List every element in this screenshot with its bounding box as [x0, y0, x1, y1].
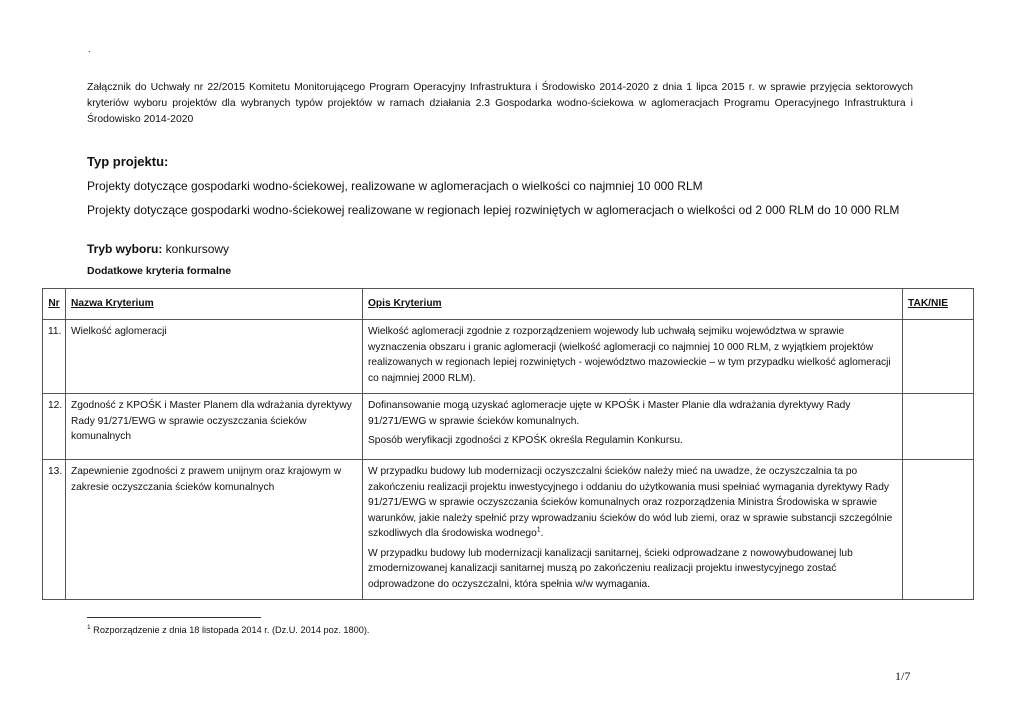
column-header-opis: Opis Kryterium: [363, 289, 903, 320]
table-row: [43, 320, 974, 394]
criterion-name: Zapewnienie zgodności z prawem unijnym oraz krajowym w zakresie oczyszczania ścieków komunalnych: [66, 460, 363, 600]
description-text: W przypadku budowy lub modernizacji oczyszczalni ścieków należy mieć na uwadze, że oczyszczalnia ta po zakończeniu realizacji projektu inwestycyjnego i oddaniu do użytkowania musi spełniać wymagania dyrektywy Rady 91/271/EWG w sprawie oczyszczania ścieków komunalnych oraz rozporządzenia Ministra Środowiska w sprawie warunków, jakie należy spełnić przy wprowadzaniu ścieków do wód lub ziemi, oraz w sprawie substancji szczególnie szkodliwych dla środowiska wodnego: [368, 466, 893, 539]
project-type-label: Typ projektu:: [87, 154, 169, 169]
section-title: Dodatkowe kryteria formalne: [87, 265, 232, 277]
criteria-table: [42, 288, 974, 600]
column-header-tak-nie: TAK/NIE: [903, 289, 974, 320]
description-paragraph: Dofinansowanie mogą uzyskać aglomeracje ujęte w KPOŚK i Master Planie dla wdrażania dyrektywy Rady 91/271/EWG w sprawie ścieków komunalnych.: [368, 400, 851, 427]
project-type-item-1: Projekty dotyczące gospodarki wodno-ściekowej, realizowane w aglomeracjach o wielkości co najmniej 10 000 RLM: [87, 179, 703, 193]
tak-nie-cell: [903, 394, 974, 460]
project-type-item-2: Projekty dotyczące gospodarki wodno-ściekowej realizowane w regionach lepiej rozwiniętych w aglomeracjach o wielkości od 2 000 RLM do 10 000 RLM: [87, 203, 900, 217]
criterion-name: Wielkość aglomeracji: [66, 320, 363, 394]
tak-nie-cell: [903, 320, 974, 394]
column-header-nazwa: Nazwa Kryterium: [66, 289, 363, 320]
tak-nie-cell: [903, 460, 974, 600]
table-row: [43, 394, 974, 460]
criterion-description: [363, 320, 903, 394]
selection-mode-label: Tryb wyboru:: [87, 242, 163, 256]
footnote-text: Rozporządzenie z dnia 18 listopada 2014 r. (Dz.U. 2014 poz. 1800).: [90, 625, 370, 635]
description-paragraph: Sposób weryfikacji zgodności z KPOŚK określa Regulamin Konkursu.: [368, 435, 683, 446]
row-number: 12.: [43, 394, 66, 460]
selection-mode: [87, 241, 229, 258]
footnote-number: 1: [87, 623, 91, 631]
footnote: [87, 623, 369, 637]
table-header-row: [43, 289, 974, 320]
table-row: [43, 460, 974, 600]
description-paragraph: Wielkość aglomeracji zgodnie z rozporządzeniem wojewody lub uchwałą sejmiku województwa w sprawie wyznaczenia obszaru i granic aglomeracji (wielkość aglomeracji co najmniej 10 000 RLM, z wyjątkiem projektów realizowanych w regionach lepiej rozwiniętych - województwo mazowieckie – w tym przypadku wielkość aglomeracji co najmniej 2000 RLM).: [368, 326, 891, 384]
description-paragraph: [368, 464, 897, 542]
selection-mode-value: konkursowy: [162, 242, 230, 256]
page-number: 1/7: [895, 669, 911, 683]
criterion-description: [363, 460, 903, 600]
footnote-ref-suffix: .: [540, 528, 544, 539]
criterion-name: Zgodność z KPOŚK i Master Planem dla wdrażania dyrektywy Rady 91/271/EWG w sprawie oczyszczania ścieków komunalnych: [66, 394, 363, 460]
footnote-reference: 1: [536, 526, 541, 534]
row-number: 13.: [43, 460, 66, 600]
criterion-description: [363, 394, 903, 460]
row-number: 11.: [43, 320, 66, 394]
column-header-nr: Nr: [43, 289, 66, 320]
header-dot: .: [88, 44, 91, 54]
description-paragraph: W przypadku budowy lub modernizacji kanalizacji sanitarnej, ścieki odprowadzane z nowowybudowanej lub zmodernizowanej kanalizacji sanitarnej muszą po zakończeniu realizacji projektu inwestycyjnego zostać odprowadzone do oczyszczalni, która spełnia w/w wymagania.: [368, 547, 853, 590]
footnote-separator: [87, 617, 261, 618]
document-header: Załącznik do Uchwały nr 22/2015 Komitetu Monitorującego Program Operacyjny Infrastruktura i Środowisko 2014-2020 z dnia 1 lipca 2015 r. w sprawie przyjęcia sektorowych kryteriów wyboru projektów dla wybranych typów projektów w ramach działania 2.3 Gospodarka wodno-ściekowa w aglomeracjach Programu Operacyjnego Infrastruktura i Środowisko 2014-2020: [87, 82, 913, 125]
